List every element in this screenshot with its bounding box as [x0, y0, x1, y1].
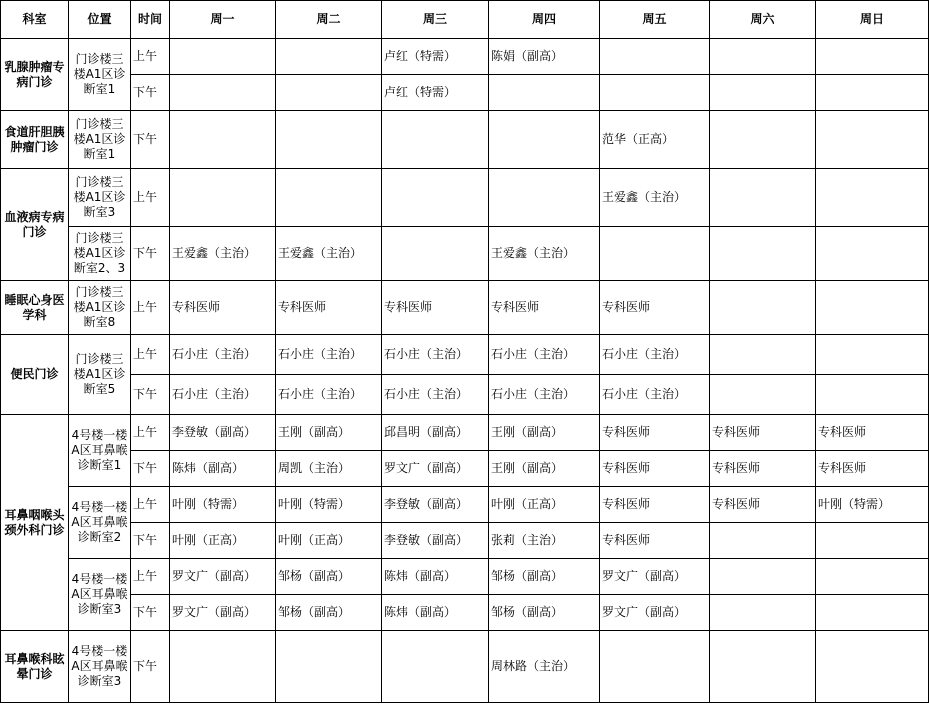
doctor-cell: [276, 75, 382, 111]
doctor-cell: [816, 111, 929, 169]
doctor-cell: 邹杨（副高）: [276, 595, 382, 631]
doctor-cell: [382, 227, 489, 281]
department-name: 便民门诊: [1, 335, 69, 415]
doctor-cell: 石小庄（主治）: [600, 335, 710, 375]
doctor-cell: [276, 631, 382, 703]
header-tuesday: 周二: [276, 1, 382, 39]
doctor-cell: 专科医师: [276, 281, 382, 335]
doctor-cell: 张莉（主治）: [489, 523, 600, 559]
doctor-cell: 叶刚（特需）: [816, 487, 929, 523]
doctor-cell: 专科医师: [600, 415, 710, 451]
doctor-cell: [276, 39, 382, 75]
doctor-cell: 叶刚（正高）: [170, 523, 276, 559]
time-slot: 下午: [131, 595, 170, 631]
doctor-cell: 专科医师: [600, 523, 710, 559]
schedule-row: [1, 559, 929, 595]
schedule-row: [1, 523, 929, 559]
clinic-location: 4号楼一楼A区耳鼻喉诊断室3: [69, 631, 131, 703]
doctor-cell: [816, 227, 929, 281]
doctor-cell: 叶刚（特需）: [170, 487, 276, 523]
schedule-row: [1, 75, 929, 111]
doctor-cell: 专科医师: [382, 281, 489, 335]
doctor-cell: 罗文广（副高）: [382, 451, 489, 487]
doctor-cell: [710, 111, 816, 169]
doctor-cell: [710, 375, 816, 415]
doctor-cell: 李登敏（副高）: [382, 487, 489, 523]
doctor-cell: 石小庄（主治）: [382, 335, 489, 375]
time-slot: 下午: [131, 375, 170, 415]
doctor-cell: 范华（正高）: [600, 111, 710, 169]
doctor-cell: [276, 169, 382, 227]
doctor-cell: 陈炜（副高）: [382, 559, 489, 595]
doctor-cell: [600, 75, 710, 111]
time-slot: 下午: [131, 75, 170, 111]
time-slot: 上午: [131, 487, 170, 523]
schedule-row: [1, 227, 929, 281]
doctor-cell: 陈炜（副高）: [382, 595, 489, 631]
clinic-location: 4号楼一楼A区耳鼻喉诊断室1: [69, 415, 131, 487]
doctor-cell: 石小庄（主治）: [170, 375, 276, 415]
time-slot: 下午: [131, 111, 170, 169]
clinic-location: 门诊楼三楼A1区诊断室5: [69, 335, 131, 415]
time-slot: 上午: [131, 559, 170, 595]
clinic-location: 4号楼一楼A区耳鼻喉诊断室3: [69, 559, 131, 631]
doctor-cell: 周凯（主治）: [276, 451, 382, 487]
time-slot: 下午: [131, 227, 170, 281]
doctor-cell: [710, 169, 816, 227]
doctor-cell: [600, 227, 710, 281]
time-slot: 上午: [131, 39, 170, 75]
schedule-row: [1, 451, 929, 487]
clinic-location: 门诊楼三楼A1区诊断室3: [69, 169, 131, 227]
doctor-cell: [170, 39, 276, 75]
header-friday: 周五: [600, 1, 710, 39]
doctor-cell: 罗文广（副高）: [170, 559, 276, 595]
doctor-cell: [489, 75, 600, 111]
doctor-cell: 罗文广（副高）: [170, 595, 276, 631]
time-slot: 上午: [131, 335, 170, 375]
doctor-cell: 专科医师: [600, 451, 710, 487]
doctor-cell: [710, 631, 816, 703]
doctor-cell: 专科医师: [710, 487, 816, 523]
department-name: 睡眠心身医学科: [1, 281, 69, 335]
doctor-cell: [816, 169, 929, 227]
doctor-cell: 专科医师: [710, 415, 816, 451]
schedule-row: [1, 111, 929, 169]
doctor-cell: [276, 111, 382, 169]
doctor-cell: [600, 39, 710, 75]
doctor-cell: 专科医师: [170, 281, 276, 335]
doctor-cell: 邱昌明（副高）: [382, 415, 489, 451]
schedule-body: [1, 39, 929, 703]
doctor-cell: 王爱鑫（主治）: [600, 169, 710, 227]
header-thursday: 周四: [489, 1, 600, 39]
doctor-cell: [170, 631, 276, 703]
header-sunday: 周日: [816, 1, 929, 39]
header-department: 科室: [1, 1, 69, 39]
doctor-cell: [382, 169, 489, 227]
schedule-row: [1, 39, 929, 75]
doctor-cell: 卢红（特需）: [382, 39, 489, 75]
doctor-cell: [170, 111, 276, 169]
doctor-cell: 王刚（副高）: [276, 415, 382, 451]
doctor-cell: [816, 559, 929, 595]
doctor-cell: 邹杨（副高）: [489, 595, 600, 631]
doctor-cell: 石小庄（主治）: [382, 375, 489, 415]
schedule-row: [1, 281, 929, 335]
schedule-row: [1, 487, 929, 523]
doctor-cell: [816, 375, 929, 415]
clinic-location: 4号楼一楼A区耳鼻喉诊断室2: [69, 487, 131, 559]
doctor-cell: [710, 335, 816, 375]
doctor-cell: 石小庄（主治）: [276, 335, 382, 375]
time-slot: 上午: [131, 169, 170, 227]
clinic-location: 门诊楼三楼A1区诊断室1: [69, 111, 131, 169]
doctor-cell: 王爱鑫（主治）: [276, 227, 382, 281]
doctor-cell: 专科医师: [600, 281, 710, 335]
doctor-cell: [710, 281, 816, 335]
doctor-cell: 周林路（主治）: [489, 631, 600, 703]
doctor-cell: 石小庄（主治）: [489, 335, 600, 375]
header-wednesday: 周三: [382, 1, 489, 39]
doctor-cell: [816, 631, 929, 703]
clinic-location: 门诊楼三楼A1区诊断室1: [69, 39, 131, 111]
doctor-cell: 石小庄（主治）: [600, 375, 710, 415]
doctor-cell: 罗文广（副高）: [600, 559, 710, 595]
doctor-cell: 叶刚（正高）: [489, 487, 600, 523]
header-monday: 周一: [170, 1, 276, 39]
doctor-cell: 邹杨（副高）: [276, 559, 382, 595]
doctor-cell: [710, 559, 816, 595]
doctor-cell: [816, 595, 929, 631]
doctor-cell: 石小庄（主治）: [489, 375, 600, 415]
doctor-cell: 王爱鑫（主治）: [489, 227, 600, 281]
department-name: 耳鼻咽喉头颈外科门诊: [1, 415, 69, 631]
header-saturday: 周六: [710, 1, 816, 39]
doctor-cell: 石小庄（主治）: [170, 335, 276, 375]
time-slot: 下午: [131, 523, 170, 559]
doctor-cell: [816, 39, 929, 75]
doctor-cell: 陈炜（副高）: [170, 451, 276, 487]
doctor-cell: [816, 75, 929, 111]
time-slot: 上午: [131, 281, 170, 335]
doctor-cell: [489, 111, 600, 169]
header-location: 位置: [69, 1, 131, 39]
doctor-cell: [710, 227, 816, 281]
doctor-cell: [170, 169, 276, 227]
schedule-row: [1, 375, 929, 415]
time-slot: 下午: [131, 451, 170, 487]
header-time: 时间: [131, 1, 170, 39]
doctor-cell: 专科医师: [816, 415, 929, 451]
doctor-cell: [600, 631, 710, 703]
doctor-cell: 叶刚（特需）: [276, 487, 382, 523]
doctor-cell: [710, 75, 816, 111]
doctor-cell: 石小庄（主治）: [276, 375, 382, 415]
doctor-cell: [382, 631, 489, 703]
doctor-cell: 李登敏（副高）: [382, 523, 489, 559]
doctor-cell: 罗文广（副高）: [600, 595, 710, 631]
doctor-cell: [710, 595, 816, 631]
time-slot: 上午: [131, 415, 170, 451]
department-name: 血液病专病门诊: [1, 169, 69, 281]
doctor-cell: 专科医师: [710, 451, 816, 487]
department-name: 耳鼻喉科眩晕门诊: [1, 631, 69, 703]
doctor-cell: [710, 39, 816, 75]
doctor-cell: [489, 169, 600, 227]
header-row: [1, 1, 929, 39]
doctor-cell: 专科医师: [600, 487, 710, 523]
schedule-row: [1, 335, 929, 375]
doctor-cell: [816, 523, 929, 559]
schedule-row: [1, 415, 929, 451]
department-name: 食道肝胆胰肿瘤门诊: [1, 111, 69, 169]
schedule-row: [1, 595, 929, 631]
doctor-cell: 专科医师: [816, 451, 929, 487]
doctor-cell: 王刚（副高）: [489, 451, 600, 487]
doctor-cell: 邹杨（副高）: [489, 559, 600, 595]
doctor-cell: 叶刚（正高）: [276, 523, 382, 559]
doctor-cell: [816, 335, 929, 375]
time-slot: 下午: [131, 631, 170, 703]
doctor-cell: 卢红（特需）: [382, 75, 489, 111]
doctor-cell: [170, 75, 276, 111]
doctor-cell: 李登敏（副高）: [170, 415, 276, 451]
doctor-cell: [710, 523, 816, 559]
doctor-cell: 王刚（副高）: [489, 415, 600, 451]
doctor-cell: 专科医师: [489, 281, 600, 335]
clinic-location: 门诊楼三楼A1区诊断室2、3: [69, 227, 131, 281]
department-name: 乳腺肿瘤专病门诊: [1, 39, 69, 111]
doctor-cell: 陈娟（副高）: [489, 39, 600, 75]
schedule-row: [1, 631, 929, 703]
schedule-row: [1, 169, 929, 227]
doctor-cell: [816, 281, 929, 335]
clinic-location: 门诊楼三楼A1区诊断室8: [69, 281, 131, 335]
doctor-cell: 王爱鑫（主治）: [170, 227, 276, 281]
doctor-cell: [382, 111, 489, 169]
